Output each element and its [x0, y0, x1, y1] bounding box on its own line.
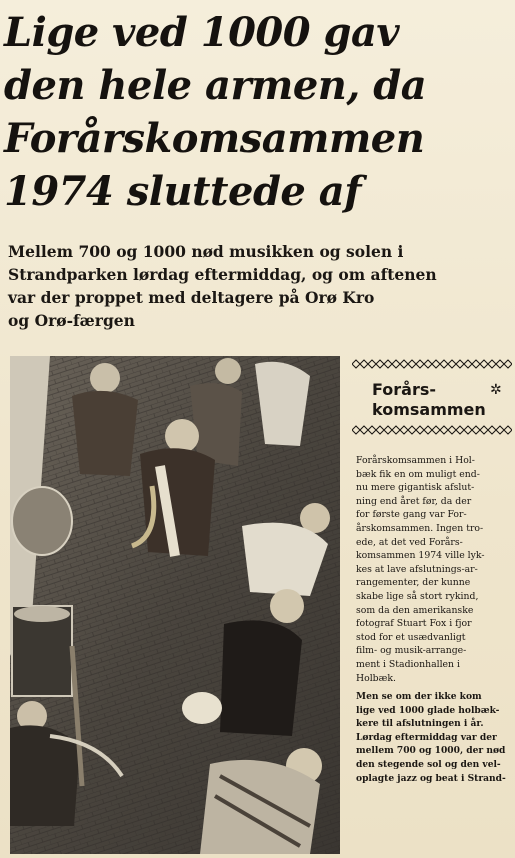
- headline-line: 1974 sluttede af: [4, 168, 361, 215]
- ornamental-border-top: [352, 359, 512, 369]
- text-line: Lørdag eftermiddag var der: [356, 731, 497, 743]
- text-line: Men se om der ikke kom: [356, 691, 482, 703]
- text-line: Holbæk.: [356, 672, 396, 684]
- deck-subheading: [8, 240, 513, 332]
- text-line: som da den amerikanske: [356, 604, 474, 616]
- text-line: ede, at det ved Forårs-: [356, 536, 463, 548]
- text-line: fotograf Stuart Fox i fjor: [356, 618, 472, 630]
- text-line: skabe lige så stort rykind,: [356, 590, 479, 602]
- band-photo: [10, 356, 340, 854]
- sidebar-body: [356, 454, 514, 785]
- sidebar-paragraph-1: [356, 454, 514, 685]
- sidebar-title: [372, 380, 514, 422]
- person-head: [90, 363, 120, 393]
- person-head: [270, 589, 304, 623]
- ornamental-border-bottom: [352, 425, 512, 435]
- sidebar-paragraph-2: [356, 690, 514, 785]
- sidebar-title-line: Forårs-: [372, 380, 437, 399]
- cymbal: [12, 487, 72, 555]
- text-line: bæk fik en om muligt end-: [356, 468, 480, 480]
- text-line: årskomsammen. Ingen tro-: [356, 522, 484, 534]
- headline-line: Lige ved 1000 gav: [4, 9, 400, 56]
- deck-line: og Orø-færgen: [8, 311, 135, 330]
- sidebar-box: [350, 356, 514, 856]
- text-line: ment i Stadionhallen i: [356, 658, 460, 670]
- text-line: rangementer, der kunne: [356, 577, 471, 589]
- person-head: [215, 358, 241, 384]
- person-body-light: [200, 760, 320, 854]
- text-line: nu mere gigantisk afslut-: [356, 482, 475, 494]
- text-line: film- og musik-arrange-: [356, 645, 467, 657]
- text-line: lige ved 1000 glade holbæk-: [356, 704, 500, 716]
- person-body: [220, 620, 302, 736]
- person-body: [72, 391, 138, 476]
- text-line: kes at lave afslutnings-ar-: [356, 563, 478, 575]
- band-photo-illustration: [10, 356, 340, 854]
- deck-line: var der proppet med deltagere på Orø Kro: [8, 288, 375, 307]
- headline: [4, 6, 509, 218]
- text-line: den stegende sol og den vel-: [356, 759, 501, 771]
- text-line: komsammen 1974 ville lyk-: [356, 550, 485, 562]
- person-head: [165, 419, 199, 453]
- deck-line: Mellem 700 og 1000 nød musikken og solen i: [8, 242, 404, 261]
- text-line: Forårskomsammen i Hol-: [356, 455, 475, 466]
- deck-line: Strandparken lørdag eftermiddag, og om aftenen: [8, 265, 437, 284]
- tuba-bell: [182, 692, 222, 724]
- headline-line: Forårskomsammen: [4, 115, 425, 162]
- star-icon: ✲: [490, 382, 502, 398]
- text-line: stod for et usædvanligt: [356, 631, 466, 643]
- text-line: ning end året før, da der: [356, 495, 472, 507]
- text-line: mellem 700 og 1000, der nød: [356, 745, 506, 757]
- text-line: oplagte jazz og beat i Strand-: [356, 772, 506, 784]
- text-line: for første gang var For-: [356, 509, 467, 521]
- sidebar-title-line: komsammen: [372, 400, 486, 419]
- headline-line: den hele armen, da: [4, 62, 427, 109]
- drum-head: [14, 606, 70, 622]
- text-line: kere til afslutningen i år.: [356, 718, 484, 730]
